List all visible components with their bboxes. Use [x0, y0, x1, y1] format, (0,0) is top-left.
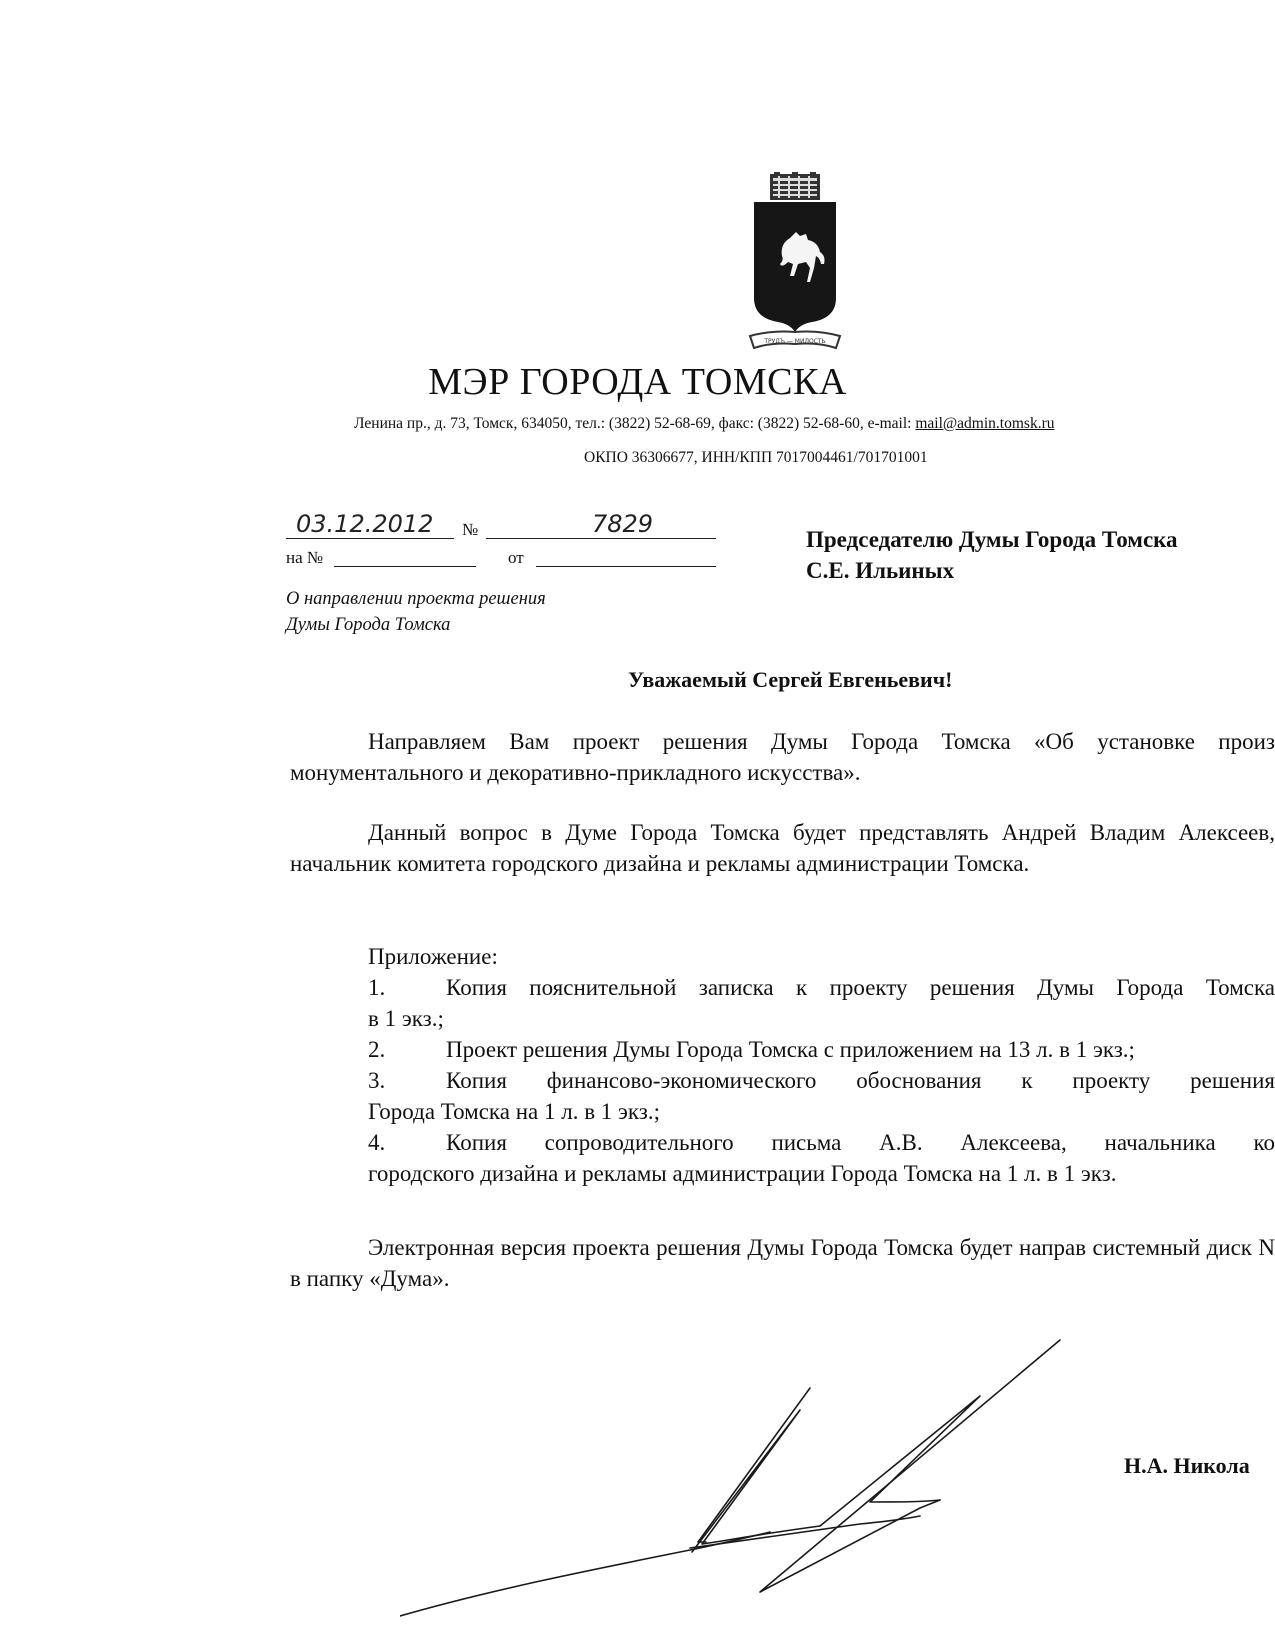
- reference-date-label: от: [508, 548, 524, 567]
- list-item: [368, 1065, 1275, 1096]
- reference-number-underline: [334, 566, 476, 567]
- org-codes: ОКПО 36306677, ИНН/КПП 7017004461/701701001: [584, 449, 928, 466]
- attachments-title: Приложение:: [368, 944, 498, 969]
- list-item: [368, 1034, 1275, 1065]
- list-item: [368, 1127, 1275, 1158]
- contacts-address: Ленина пр., д. 73, Томск, 634050, тел.: (3822) 52-68-69, факс: (3822) 52-68-60, e-mail:: [354, 415, 916, 432]
- closing-paragraph: [290, 1232, 1275, 1294]
- item-text: Копия финансово-экономического обоснования к проекту решения: [446, 1068, 1275, 1093]
- registration-date: 03.12.2012: [296, 510, 434, 538]
- list-item: [368, 972, 1275, 1003]
- paragraph-text: Электронная версия проекта решения Думы Города Томска будет направ системный диск N в папку «Дума».: [290, 1235, 1275, 1291]
- paragraph-text: Данный вопрос в Думе Города Томска будет представлять Андрей Владим Алексеев, начальник комитета городского дизайна и рекламы администрации Томска.: [290, 820, 1275, 876]
- addressee: [806, 524, 1178, 586]
- item-text: Копия сопроводительного письма А.В. Алексеева, начальника ко: [446, 1130, 1275, 1155]
- contacts-line: [354, 414, 1054, 434]
- item-number: 3.: [368, 1068, 386, 1093]
- item-continuation: в 1 экз.;: [368, 1006, 444, 1031]
- number-underline: [486, 538, 716, 539]
- item-number: 1.: [368, 975, 386, 1000]
- signature-stroke: [820, 1396, 980, 1526]
- page-title: МЭР ГОРОДА ТОМСКА: [428, 361, 847, 403]
- signature-stroke: [690, 1516, 920, 1548]
- item-text: Копия пояснительной записка к проекту решения Думы Города Томска: [446, 975, 1275, 1000]
- tomsk-coat-of-arms-icon: [748, 172, 842, 362]
- date-underline: [286, 538, 454, 539]
- signature-stroke: [698, 1388, 810, 1542]
- number-sign: №: [462, 520, 479, 539]
- subject-line: Думы Города Томска: [286, 615, 451, 635]
- subject-line: О направлении проекта решения: [286, 589, 546, 609]
- item-continuation: городского дизайна и рекламы администрации Города Томска на 1 л. в 1 экз.: [368, 1161, 1117, 1186]
- signature-stroke: [692, 1410, 820, 1552]
- addressee-line: С.Е. Ильиных: [806, 558, 955, 583]
- paragraph-text: Направляем Вам проект решения Думы Города Томска «Об установке произ монументального и декоративно-прикладного искусства».: [290, 729, 1275, 785]
- crown-icon: [770, 172, 820, 200]
- emblem-motto: ТРУДЪ — МИЛОСТЬ: [764, 338, 826, 345]
- reference-number-label: на №: [286, 548, 324, 567]
- registration-number: 7829: [592, 510, 654, 538]
- email-link[interactable]: mail@admin.tomsk.ru: [915, 415, 1055, 432]
- body-paragraph: [290, 817, 1275, 879]
- body-paragraph: [290, 726, 1275, 788]
- item-continuation: Города Томска на 1 л. в 1 экз.;: [368, 1099, 661, 1124]
- addressee-line: Председателю Думы Города Томска: [806, 527, 1178, 552]
- signature-stroke: [760, 1340, 1060, 1592]
- signer-name: Н.А. Никола: [1124, 1453, 1250, 1478]
- item-text: Проект решения Думы Города Томска с приложением на 13 л. в 1 экз.;: [446, 1037, 1135, 1062]
- item-number: 2.: [368, 1037, 386, 1062]
- item-number: 4.: [368, 1130, 386, 1155]
- reference-date-underline: [536, 566, 716, 567]
- signature-image: [400, 1330, 1120, 1630]
- subject: [286, 586, 546, 638]
- greeting: Уважаемый Сергей Евгеньевич!: [628, 667, 953, 692]
- attachments-list: [368, 972, 1275, 1189]
